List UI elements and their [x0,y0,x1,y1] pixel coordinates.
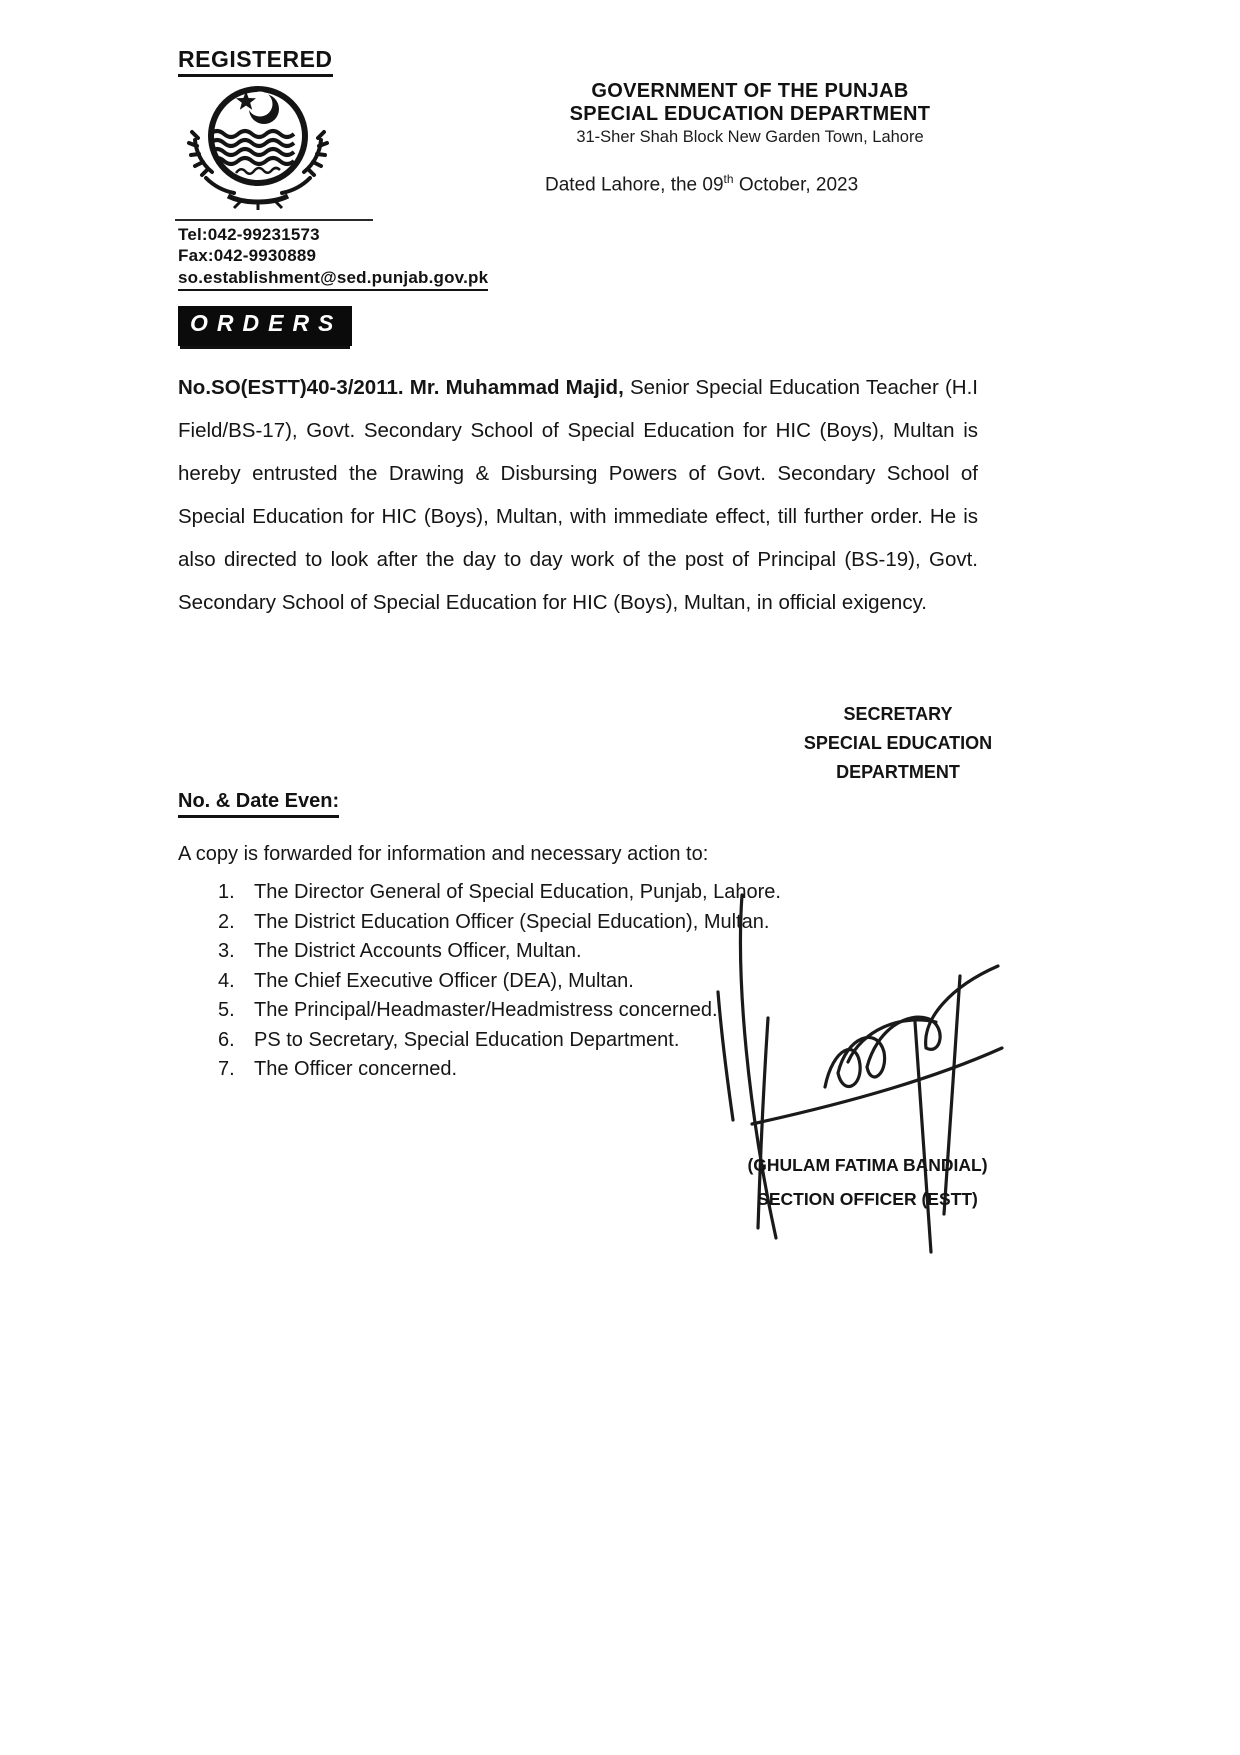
secretary-line-2: SPECIAL EDUCATION [803,733,993,753]
list-item-number: 5. [218,999,235,1021]
list-item-text: The Officer concerned. [254,1058,458,1080]
department-title: SPECIAL EDUCATION DEPARTMENT [569,103,931,125]
list-item-number: 1. [218,881,235,903]
list-item-number: 6. [218,1028,235,1051]
signatory-title: SECTION OFFICER (ESTT) [757,1189,978,1209]
divider [175,219,373,221]
list-item-number: 2. [218,910,235,933]
fax-line: Fax:042-9930889 [178,246,317,265]
copy-forwarded-line: A copy is forwarded for information and necessary action to: [178,843,709,865]
list-item [218,937,838,967]
order-reference: No.SO(ESTT)40-3/2011. Mr. Muhammad Majid, [178,376,624,399]
list-item-number: 4. [218,969,235,992]
date-ordinal: th [723,172,734,186]
tel-line: Tel:042-99231573 [178,225,320,244]
secretary-line-1: SECRETARY [843,704,953,724]
list-item-text: The Chief Executive Officer (DEA), Multan. [254,969,634,992]
order-text: Senior Special Education Teacher (H.I Field/BS-17), Govt. Secondary School of Special Education for HIC (Boys), Multan is hereby entrusted the Drawing & Disbursing Powers of Govt. Secondary School of Special Education for HIC (Boys), Multan, with immediate effect, till further order. He is also directed to look after the day to day work of the post of Principal (BS-19), Govt. Secondary School of Special Education for HIC (Boys), Multan, in official exigency. [178,376,979,614]
punjab-emblem-logo [176,74,341,221]
no-date-even-label: No. & Date Even: [178,790,339,818]
email-line: so.establishment@sed.punjab.gov.pk [178,267,488,291]
registered-label: REGISTERED [178,46,333,77]
contact-block [178,224,488,291]
secretary-block [778,700,1018,787]
list-item-text: The Director General of Special Education, Punjab, Lahore. [254,881,781,903]
order-body [178,366,978,624]
signatory-block [735,1148,1000,1216]
list-item [218,908,838,938]
list-item [218,996,838,1026]
date-suffix: October, 2023 [733,174,859,196]
letterhead [520,80,980,148]
secretary-line-3: DEPARTMENT [836,762,960,782]
list-item-text: The District Accounts Officer, Multan. [254,940,582,962]
list-item [218,878,838,908]
list-item-number: 7. [218,1058,235,1080]
list-item [218,967,838,997]
list-item-text: The District Education Officer (Special Education), Multan. [254,910,770,933]
orders-heading: ORDERS [178,306,352,346]
list-item-text: PS to Secretary, Special Education Department. [254,1028,680,1051]
list-item [218,1026,838,1056]
distribution-list [218,878,838,1085]
list-item [218,1055,838,1085]
date-line [545,172,858,196]
date-prefix: Dated Lahore, the 09 [545,174,724,196]
department-address: 31-Sher Shah Block New Garden Town, Lahore [576,128,924,146]
punjab-emblem-icon [176,74,341,216]
list-item-text: The Principal/Headmaster/Headmistress concerned. [254,999,718,1021]
government-title: GOVERNMENT OF THE PUNJAB [591,80,909,102]
list-item-number: 3. [218,940,235,962]
signatory-name: (GHULAM FATIMA BANDIAL) [747,1155,988,1175]
